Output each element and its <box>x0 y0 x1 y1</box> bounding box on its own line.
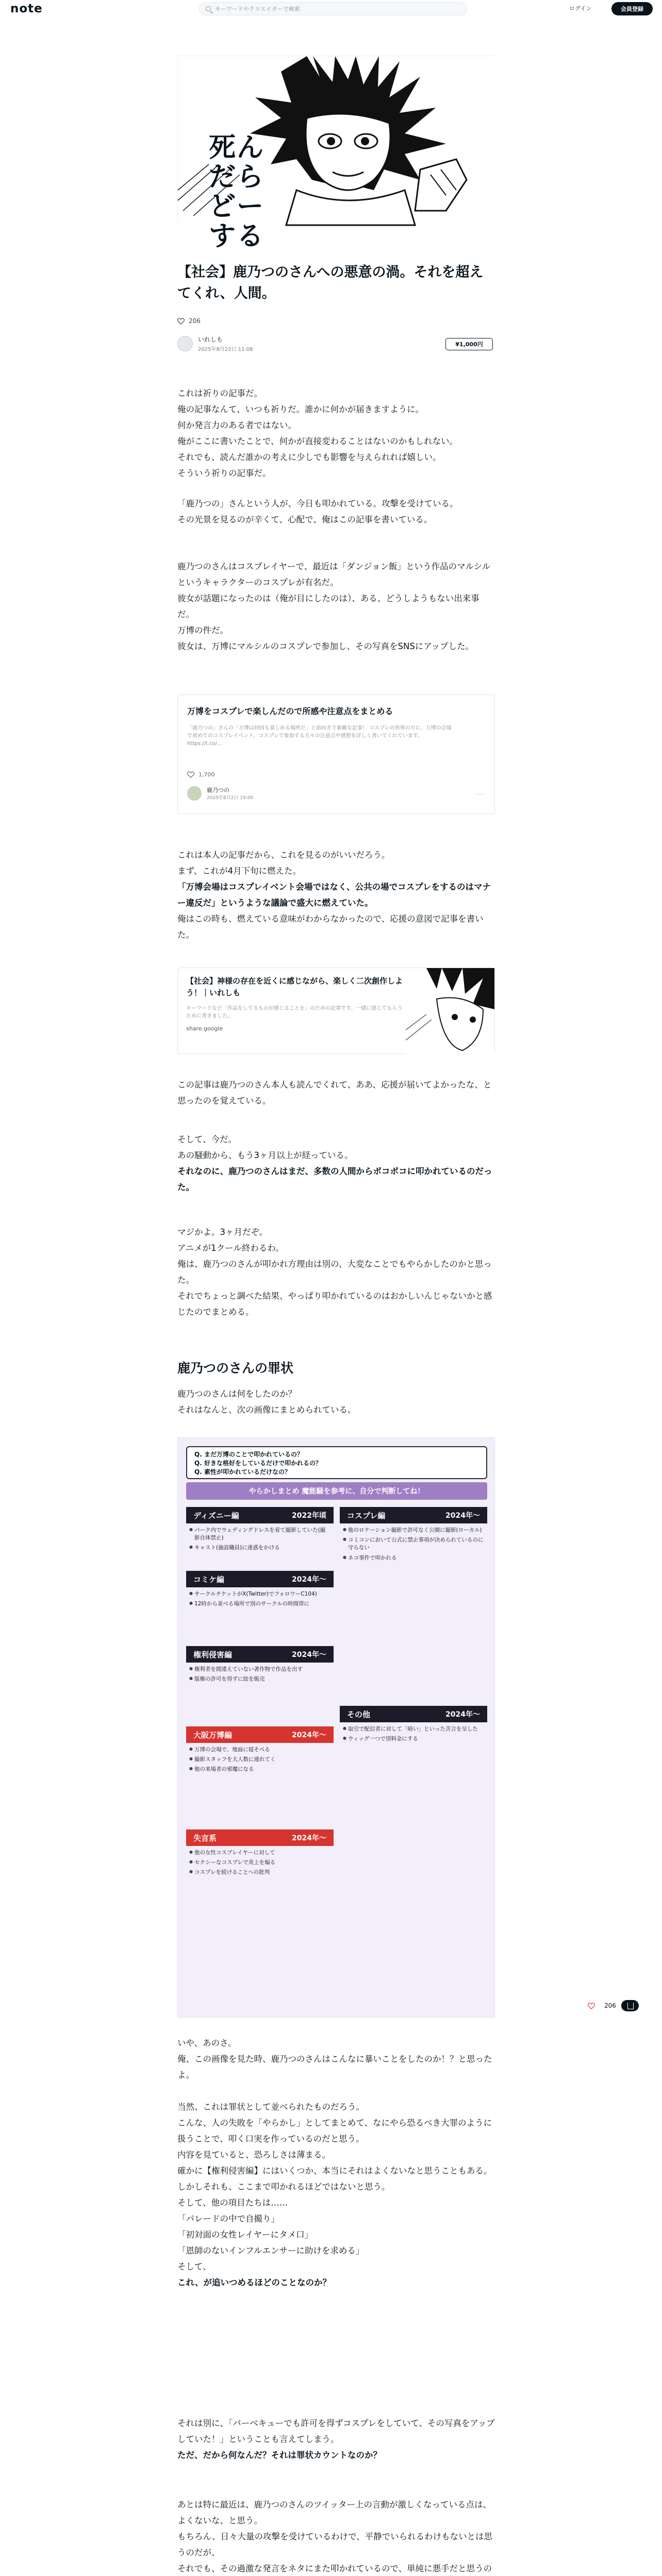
bold-text: 「万博会場はコスプレイベント会場ではなく、公共の場でコスプレをするのはマナー違反だ」というような議論で盛大に燃えていた。 <box>177 882 491 908</box>
article-title: 【社会】鹿乃つのさんへの悪意の渦。それを超えてくれ、人間。 <box>177 264 484 302</box>
register-button[interactable]: 会員登録 <box>611 2 653 15</box>
intro-line: 何か発言力のある者ではない。 <box>177 420 296 430</box>
list-item: ● 撮影スタッフを大人数に連れてく <box>189 1756 330 1764</box>
crimes-intro <box>177 1386 495 1418</box>
paragraph-2 <box>177 496 495 528</box>
paragraph-after-info-2 <box>177 2099 495 2291</box>
text-line: 俺は、鹿乃つのさんが叩かれ方理由は別の、大変なことでもやらかしたのかと思った。 <box>177 1259 492 1285</box>
text-line: それでちょっと調べた結果、やっぱり叩かれているのはおかしいんじゃないかと感じたのでまとめる。 <box>177 1291 492 1317</box>
text-line: あとは特に最近は、鹿乃つのさんのツイッター上の言動が激しくなっている点は、よくないな、と思う。 <box>177 2500 492 2526</box>
section-name: その他 <box>347 1709 371 1719</box>
section-rights <box>186 1646 334 1686</box>
text-line: 「鹿乃つの」さんという人が、今日も叩かれている。攻撃を受けている。 <box>177 499 458 509</box>
list-item: ● 取引で配信者に対して「暗い」といった苦言を呈した <box>343 1725 484 1733</box>
intro-line: 俺の記事なんて、いつも祈りだ。誰かに何かが届きますように。 <box>177 404 424 414</box>
text-line: 当然、これは罪状として並べられたものだろう。 <box>177 2102 365 2112</box>
text-line: その光景を見るのが辛くて、心配で、俺はこの記事を書いている。 <box>177 515 433 524</box>
text-line: そして、他の項目たちは…… <box>177 2198 288 2208</box>
like-count: 206 <box>604 2002 616 2009</box>
section-year: 2024年〜 <box>292 1575 326 1584</box>
section-year: 2024年〜 <box>292 1834 326 1842</box>
author-avatar[interactable] <box>177 336 193 351</box>
section-year: 2024年〜 <box>292 1731 326 1739</box>
card-description: 「鹿乃つの」さんの「万博は何回も楽しめる場所だ」と前向きで素敵な記事！ コスプレの世界の方に、万博の会場で初めてのコスプレイベント、コスプレで参加する方々の注意点や感想を詳しく書いてくれています。https://t.co/... <box>187 725 452 747</box>
text-line: マジかよ。3ヶ月だぞ。 <box>177 1227 268 1237</box>
bold-text: ただ、だから何なんだ？それは罪状カウントなのか？ <box>177 2450 382 2460</box>
list-item: ● 版権の許可を得ずに絵を販売 <box>189 1675 330 1683</box>
intro-line: それでも、読んだ誰かの考えに少しでも影響を与えられれば嬉しい。 <box>177 452 441 462</box>
text-line: 「初対面の女性レイヤーにタメ口」 <box>177 2230 313 2240</box>
hero-caption: 死んだらどーする <box>209 132 265 252</box>
search-icon <box>206 6 211 11</box>
heart-icon[interactable] <box>177 318 185 325</box>
list-item: ● ウィッグ一つで別料金にする <box>343 1735 484 1743</box>
summary-banner: やらかしまとめ 魔能騒を参考に、自分で判断してね！ <box>186 1482 487 1500</box>
text-line: それは別に、「バーベキューでも許可を得ずコスプレをしていて、その写真をアップしていた！」ということも言えてしまう。 <box>177 2418 495 2444</box>
text-line: まず、これが4月下旬に燃えた。 <box>177 866 302 876</box>
text-line: これは本人の記事だから、これを見るのがいいだろう。 <box>177 850 390 860</box>
card-date: 2025年8月2日 19:00 <box>207 795 254 801</box>
text-line: 鹿乃つのさんは何をしたのか？ <box>177 1389 296 1399</box>
text-line: 俺、この画像を見た時、鹿乃つのさんはこんなに暴いことをしたのか！？と思ったよ。 <box>177 2054 492 2080</box>
list-item: ● 12時から並べる場所で別のサークルの時間帯に <box>189 1600 330 1608</box>
section-gaffes <box>186 1829 334 1880</box>
list-item: ● ネコ事件で叩かれる <box>343 1554 484 1562</box>
like-counter-top[interactable] <box>177 317 201 325</box>
section-year: 2024年〜 <box>445 1512 480 1520</box>
top-header <box>0 0 662 18</box>
intro-paragraph <box>177 385 495 481</box>
section-header <box>186 1646 334 1663</box>
section-name: ディズニー編 <box>193 1511 239 1520</box>
heart-icon[interactable] <box>588 2003 595 2009</box>
list-item: ● セクシーなコスプレで炎上を煽る <box>189 1859 330 1867</box>
section-name: コスプレ編 <box>347 1511 386 1520</box>
list-item: ● 他の来場者の邪魔になる <box>189 1766 330 1773</box>
paragraph-after-info-1 <box>177 2035 495 2083</box>
section-name: コミケ編 <box>193 1574 225 1584</box>
section-header <box>186 1507 334 1523</box>
card-author-name: 鹿乃つの <box>207 787 229 793</box>
author-name[interactable]: いれしも <box>198 336 223 343</box>
text-line: いや、あのさ。 <box>177 2038 237 2048</box>
text-line: アニメが1クール終わるわ。 <box>177 1243 284 1253</box>
intro-line: これは祈りの記事だ。 <box>177 388 262 398</box>
question-line: Q. 好きな格好をしているだけで叩かれるの？ <box>194 1459 322 1467</box>
question-box <box>186 1446 487 1479</box>
section-year: 2024年〜 <box>445 1710 480 1719</box>
section-heading-crimes: 鹿乃つのさんの罪状 <box>177 1361 294 1376</box>
question-line: Q. まだ万博のことで叩かれているの？ <box>194 1451 303 1458</box>
intro-line: 俺がここに書いたことで、何かが直接変わることはないのかもしれない。 <box>177 436 458 446</box>
like-count: 206 <box>189 317 201 325</box>
paragraph-4 <box>177 847 495 943</box>
search-placeholder: キーワードやクリエイターで検索 <box>215 6 300 12</box>
section-year: 2022年頃 <box>292 1512 326 1520</box>
paragraph-7 <box>177 1224 495 1320</box>
card-thumbnail <box>406 968 494 1055</box>
login-link[interactable]: ログイン <box>569 5 592 12</box>
text-line: 彼女は、万博にマルシルのコスプレで参加し、その写真をSNSにアップした。 <box>177 641 474 651</box>
card-likes <box>187 771 215 778</box>
bold-text: これ、が追いつめるほどのことなのか？ <box>177 2278 331 2287</box>
section-header <box>340 1706 487 1722</box>
text-line: 「パレードの中で自撮り」 <box>177 2214 279 2224</box>
card-title: 万博をコスプレで楽しんだので所感や注意点をまとめる <box>187 706 393 716</box>
paragraph-after-info-3 <box>177 2415 495 2463</box>
list-item: ● 他のロケーション撮影で許可なく公開に撮影(ローカル) <box>343 1527 484 1534</box>
thumbnail-illustration <box>406 968 494 1055</box>
text-line: もちろん、日々大量の攻撃を受けているわけで、平静でいられるわけもないとは思うのだが、 <box>177 2532 493 2557</box>
more-icon[interactable]: ··· <box>476 791 485 798</box>
embedded-link-card[interactable] <box>177 968 495 1054</box>
share-icon[interactable] <box>621 2000 639 2011</box>
list-item: ● キャスト(施設職員)に迷惑をかける <box>189 1544 330 1552</box>
card-title: 【社会】神様の存在を近くに感じながら、楽しく二次創作しよう！｜いれしも <box>186 976 403 998</box>
text-line: 万博の件だ。 <box>177 625 228 635</box>
list-item: ● 万博の会場で、地面に寝そべる <box>189 1746 330 1754</box>
floating-like-bar <box>588 2000 639 2011</box>
list-item: ● 権利者を間違えていない著作物で作品を出す <box>189 1666 330 1673</box>
section-other <box>340 1706 487 1746</box>
text-line: こんな、人の失敗を「やらかし」としてまとめて、なにやら恐るべき大罪のように扱うことで、叩く口実を作っているのだと思う。 <box>177 2118 492 2144</box>
section-header <box>340 1507 487 1523</box>
card-author-avatar <box>187 786 202 801</box>
section-comiket <box>186 1571 334 1611</box>
list-item: ● コミコンにおいて公式に禁止事項が決められているのに守らない <box>343 1536 484 1552</box>
price-button[interactable]: ¥1,000円 <box>445 338 493 350</box>
intro-line: そういう祈りの記事だ。 <box>177 468 271 478</box>
embedded-article-card[interactable] <box>177 694 495 814</box>
text-line: あの騒動から、もう3ヶ月以上が経っている。 <box>177 1150 353 1160</box>
paragraph-3 <box>177 558 495 654</box>
text-line: 俺はこの時も、燃えている意味がわからなかったので、応援の意図で記事を書いた。 <box>177 914 484 940</box>
list-item: ● 他の女性コスプレイヤーに対して <box>189 1849 330 1857</box>
list-item: ● サークルチケットがX(Twitter)でフォロワーC104) <box>189 1590 330 1598</box>
section-name: 権利侵害編 <box>193 1650 233 1659</box>
paragraph-after-info-4 <box>177 2497 495 2576</box>
author-block[interactable] <box>177 335 253 352</box>
section-header <box>186 1829 334 1846</box>
search-input[interactable] <box>199 2 467 15</box>
section-disney <box>186 1507 334 1555</box>
hero-image <box>177 56 495 252</box>
section-name: 大阪万博編 <box>193 1730 233 1740</box>
heart-icon <box>187 771 194 778</box>
note-logo[interactable]: note <box>10 2 43 15</box>
list-item: ● コスプレを続けることへの批判 <box>189 1869 330 1876</box>
section-cosplay <box>340 1507 487 1565</box>
text-line: 内容を見ていると、恐ろしさは薄まる。 <box>177 2150 330 2160</box>
card-like-count: 1,700 <box>198 771 215 778</box>
section-year: 2024年〜 <box>292 1651 326 1659</box>
text-line: そして、 <box>177 2262 211 2272</box>
paragraph-6 <box>177 1131 495 1195</box>
text-line: 鹿乃つのさんはコスプレイヤーで、最近は「ダンジョン飯」という作品のマルシルというキャラクターのコスプレが有名だ。 <box>177 562 491 587</box>
text-line: 「恩師のないインフルエンサーに助けを求める」 <box>177 2246 365 2256</box>
section-header <box>186 1726 334 1743</box>
list-item: ● パーク内でウェディングドレスを着て撮影していた(撮影自体禁止) <box>189 1527 330 1542</box>
card-author <box>187 786 253 801</box>
text-line: それでも、その過激な発言をネタにまた叩かれているので、単純に悪手だと思うの <box>177 2564 492 2573</box>
section-expo <box>186 1726 334 1777</box>
section-header <box>186 1571 334 1587</box>
section-name: 失言系 <box>193 1833 217 1843</box>
card-domain: share.google <box>186 1025 223 1032</box>
text-line: 彼女が話題になったのは（俺が目にしたのは）、ある、どうしようもない出来事だ。 <box>177 594 479 619</box>
bold-text: それなのに、鹿乃つのさんはまだ、多数の人間からボコボコに叩かれているのだった。 <box>177 1166 492 1192</box>
text-line: それはなんと、次の画像にまとめられている。 <box>177 1405 356 1415</box>
question-line: Q. 素性が叩かれているだけなの？ <box>194 1468 291 1476</box>
crimes-infographic <box>177 1437 495 2018</box>
card-description: キーワードなど「作品をしてるものが感じることを」のための記事です。一緒に感じてもらうために書きました。 <box>186 1005 403 1019</box>
paragraph-5: この記事は鹿乃つのさん本人も読んでくれて、ああ、応援が届いてよかったな、と思ったのを覚えている。 <box>177 1080 492 1106</box>
publish-date: 2025年8月22日 11:08 <box>198 347 253 352</box>
text-line: 確かに【権利侵害編】にはいくつか、本当にそれはよくないなと思うこともある。しかしそれも、ここまで叩かれるほどではないと思う。 <box>177 2166 492 2192</box>
text-line: そして、今だ。 <box>177 1134 237 1144</box>
